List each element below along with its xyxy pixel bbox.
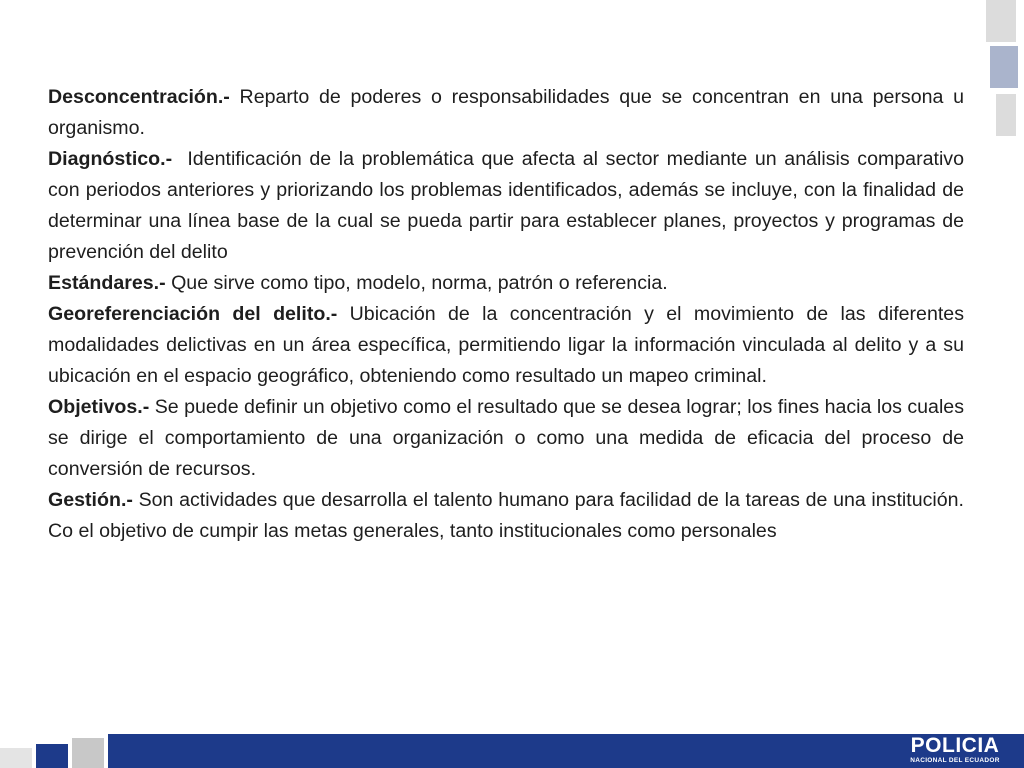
glossary-term: Objetivos.- — [48, 396, 150, 418]
logo-subtitle: NACIONAL DEL ECUADOR — [910, 757, 1000, 764]
decor-square-bottom-3 — [72, 738, 104, 768]
decor-square-bottom-1 — [0, 748, 32, 768]
decor-square-top-2 — [990, 46, 1018, 88]
policia-logo — [900, 735, 1010, 768]
glossary-definition: Se puede definir un objetivo como el resultado que se desea lograr; los fines hacia los cuales se dirige el comportamiento de una organización o como una medida de eficacia del proceso de conversión de recursos. — [48, 396, 964, 480]
glossary-definition: Identificación de la problemática que afecta al sector mediante un análisis comparativo con periodos anteriores y priorizando los problemas identificados, además se incluye, con la finalidad de determinar una línea base de la cual se pueda partir para establecer planes, proyectos y programas de prevención del delito — [48, 148, 970, 263]
glossary-entry-desconcentracion — [48, 82, 964, 144]
glossary-term: Gestión.- — [48, 489, 133, 511]
glossary-definition: Ubicación de la concentración y el movimiento de las diferentes modalidades delictivas en un área específica, permitiendo ligar la información vinculada al delito y a su ubicación en el espacio geográfico, obteniendo como resultado un mapeo criminal. — [48, 303, 964, 387]
glossary-entry-diagnostico — [48, 144, 970, 268]
glossary-entry-objetivos — [48, 392, 964, 485]
glossary-definition: Son actividades que desarrolla el talento humano para facilidad de la tareas de una institución. Co el objetivo de cumpir las metas generales, tanto institucionales como personales — [48, 489, 964, 542]
footer-bar — [108, 734, 1024, 768]
logo-title: POLICIA — [910, 734, 1000, 757]
glossary-term: Estándares.- — [48, 272, 166, 294]
decor-square-bottom-2 — [36, 744, 68, 768]
glossary-definition: Reparto de poderes o responsabilidades que se concentran en una persona u organismo. — [48, 86, 964, 139]
glossary-definition: Que sirve como tipo, modelo, norma, patrón o referencia. — [165, 272, 668, 294]
decor-square-top-3 — [996, 94, 1016, 136]
decor-square-top-1 — [986, 0, 1016, 42]
glossary-term: Georeferenciación del delito.- — [48, 303, 338, 325]
glossary-content — [48, 82, 970, 547]
glossary-term: Desconcentración.- — [48, 86, 230, 108]
glossary-term: Diagnóstico.- — [48, 148, 173, 170]
glossary-entry-gestion — [48, 485, 964, 547]
glossary-entry-estandares — [48, 268, 964, 299]
glossary-entry-georeferenciacion — [48, 299, 964, 392]
